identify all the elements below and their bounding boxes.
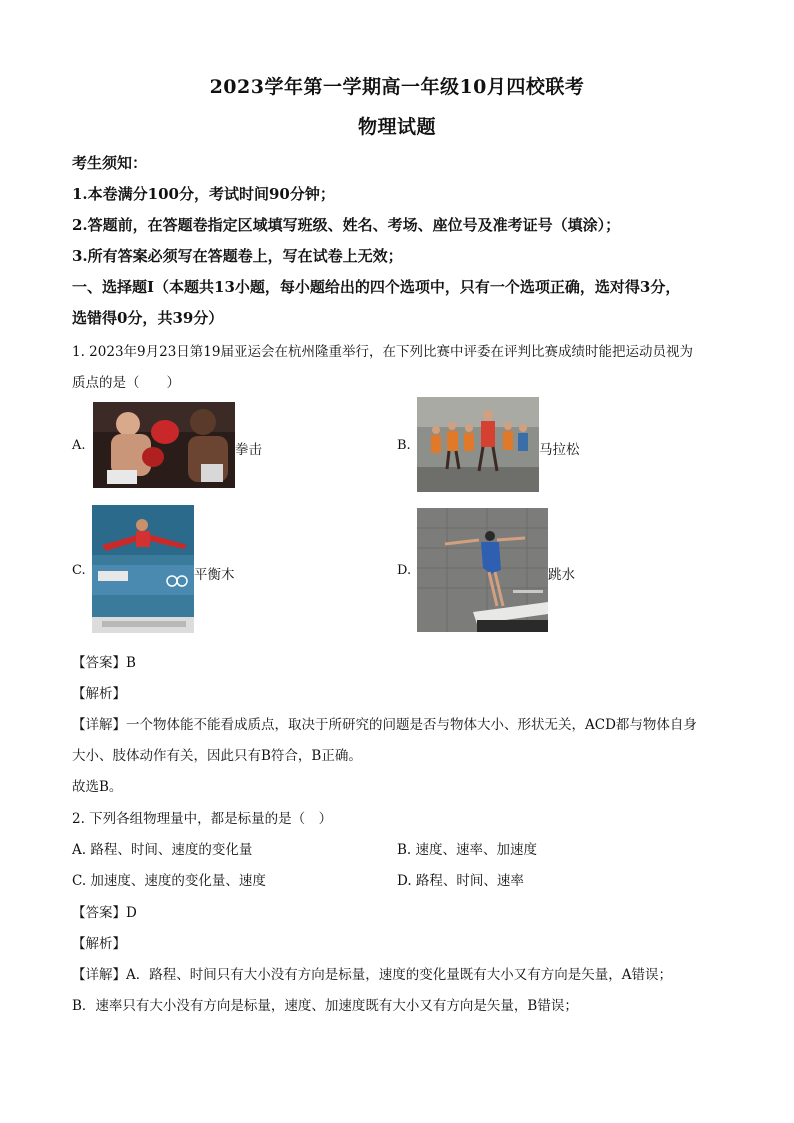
q1-conclusion: 故选B。 <box>72 779 123 795</box>
q2-answer: 【答案】D <box>72 905 137 921</box>
notice-item-2: 2.答题前，在答题卷指定区域填写班级、姓名、考场、座位号及准考证号（填涂）； <box>72 216 621 234</box>
q1-option-d-label: D. <box>397 563 412 578</box>
q1-option-d-text: 跳水 <box>548 567 575 583</box>
q2-option-a: A. 路程、时间、速度的变化量 <box>72 842 253 858</box>
notice-item-1: 1.本卷满分100分，考试时间90分钟； <box>72 185 335 203</box>
q1-stem-line2: 质点的是（ ） <box>72 375 180 391</box>
q1-stem-line1: 1. 2023年9月23日第19届亚运会在杭州隆重举行，在下列比赛中评委在评判比赛成绩时能把运动员视为 <box>72 344 693 360</box>
q2-option-c: C. 加速度、速度的变化量、速度 <box>72 873 266 889</box>
q1-analysis-label: 【解析】 <box>72 686 126 702</box>
section-heading-line1: 一、选择题Ⅰ（本题共13小题，每小题给出的四个选项中，只有一个选项正确，选对得3分， <box>72 278 681 296</box>
q2-option-b: B. 速度、速率、加速度 <box>397 842 538 858</box>
exam-subtitle: 物理试题 <box>357 116 436 138</box>
q2-detail-line2: B．速率只有大小没有方向是标量，速度、加速度既有大小又有方向是矢量，B错误； <box>72 998 578 1014</box>
q1-detail-line1: 【详解】一个物体能不能看成质点，取决于所研究的问题是否与物体大小、形状无关，ACD都与物体自身 <box>72 717 697 733</box>
balance-beam-photo <box>92 505 194 633</box>
q1-option-b-text: 马拉松 <box>539 442 580 458</box>
diving-photo <box>417 508 548 632</box>
q2-detail-line1: 【详解】A．路程、时间只有大小没有方向是标量，速度的变化量既有大小又有方向是矢量，A错误； <box>72 967 672 983</box>
section-heading-line2: 选错得0分，共39分） <box>72 309 224 327</box>
q2-stem: 2. 下列各组物理量中，都是标量的是（ ） <box>72 811 333 827</box>
notice-item-3: 3.所有答案必须写在答题卷上，写在试卷上无效； <box>72 247 403 265</box>
q2-analysis-label: 【解析】 <box>72 936 126 952</box>
q1-option-a-text: 拳击 <box>235 442 262 458</box>
q1-option-a-label: A. <box>72 438 86 453</box>
exam-title: 2023学年第一学期高一年级10月四校联考 <box>209 76 585 98</box>
notice-heading: 考生须知： <box>72 154 148 172</box>
marathon-photo <box>417 397 539 492</box>
q2-option-d: D. 路程、时间、速率 <box>397 873 524 889</box>
q1-answer: 【答案】B <box>72 655 136 671</box>
q1-detail-line2: 大小、肢体动作有关，因此只有B符合，B正确。 <box>72 748 362 764</box>
q1-option-c-label: C. <box>72 563 86 578</box>
q1-option-b-label: B. <box>397 438 411 453</box>
q1-option-c-text: 平衡木 <box>194 567 235 583</box>
boxing-photo <box>93 402 235 488</box>
